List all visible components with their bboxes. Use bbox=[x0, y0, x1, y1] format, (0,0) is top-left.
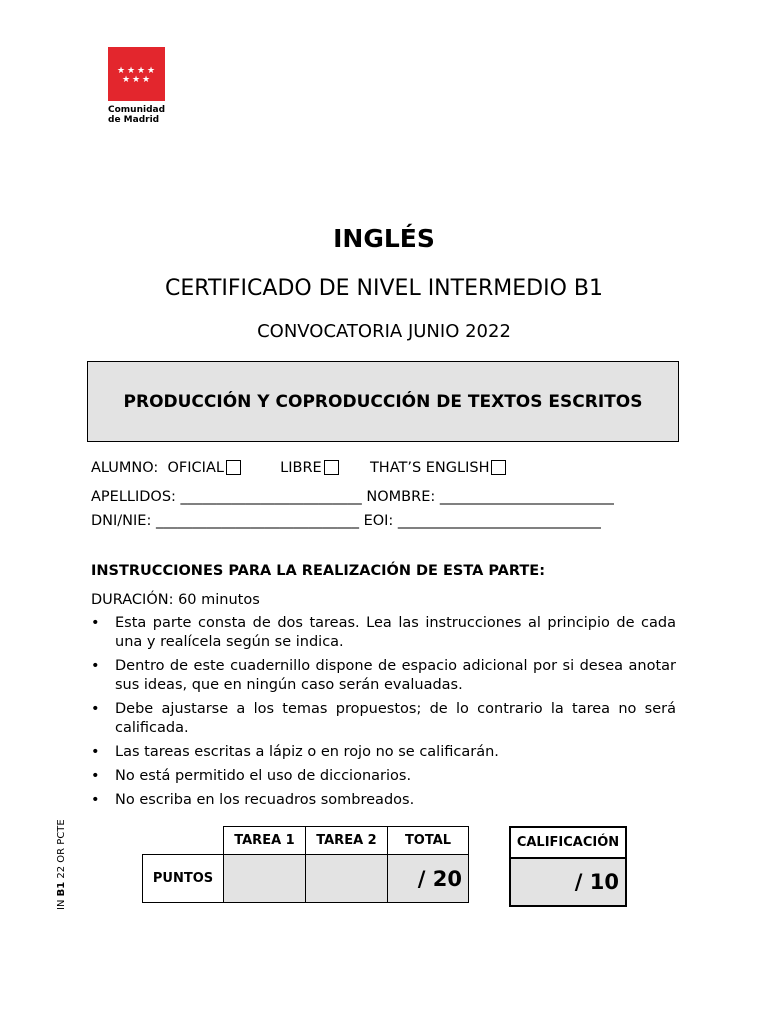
tarea1-score-cell bbox=[224, 855, 306, 903]
madrid-flag-icon bbox=[108, 47, 165, 101]
svg-text:★: ★ bbox=[146, 66, 156, 76]
calificacion-table bbox=[509, 826, 627, 907]
instruction-item: • No escriba en los recuadros sombreados. bbox=[91, 791, 676, 810]
certificate-title: CERTIFICADO DE NIVEL INTERMEDIO B1 bbox=[165, 276, 603, 301]
nombre-field[interactable]: NOMBRE: ________________________ bbox=[366, 489, 614, 505]
instruction-item: • No está permitido el uso de diccionarios. bbox=[91, 767, 676, 786]
alumno-label: ALUMNO: bbox=[91, 460, 159, 476]
dni-field[interactable]: DNI/NIE: ____________________________ bbox=[91, 513, 359, 529]
svg-text:★: ★ bbox=[141, 75, 151, 85]
oficial-label: OFICIAL bbox=[167, 460, 224, 476]
calificacion-header: CALIFICACIÓN bbox=[510, 827, 626, 858]
svg-text:★: ★ bbox=[126, 66, 136, 76]
section-title-box bbox=[87, 361, 679, 442]
libre-checkbox[interactable] bbox=[324, 460, 339, 475]
session-title: CONVOCATORIA JUNIO 2022 bbox=[257, 321, 511, 342]
empty-corner-cell bbox=[143, 827, 224, 855]
instructions-list bbox=[91, 614, 676, 815]
thats-english-label: THAT’S ENGLISH bbox=[369, 460, 490, 476]
apellidos-field[interactable]: APELLIDOS: _________________________ bbox=[91, 489, 362, 505]
tarea2-header: TAREA 2 bbox=[306, 827, 388, 855]
instructions-heading: INSTRUCCIONES PARA LA REALIZACIÓN DE ESTA PARTE: bbox=[91, 563, 546, 579]
svg-text:★: ★ bbox=[116, 66, 126, 76]
id-row bbox=[91, 513, 601, 529]
puntos-label: PUNTOS bbox=[143, 855, 224, 903]
thats-english-checkbox[interactable] bbox=[491, 460, 506, 475]
tarea1-header: TAREA 1 bbox=[224, 827, 306, 855]
instruction-item: • Dentro de este cuadernillo dispone de espacio adicional por si desea anotar sus ideas, que en ningún caso serán evaluadas. bbox=[91, 657, 676, 695]
instruction-item: • Debe ajustarse a los temas propuestos; de lo contrario la tarea no será calificada. bbox=[91, 700, 676, 738]
tarea2-score-cell bbox=[306, 855, 388, 903]
scores-table bbox=[142, 826, 469, 903]
section-title: PRODUCCIÓN Y COPRODUCCIÓN DE TEXTOS ESCRITOS bbox=[123, 391, 643, 412]
calificacion-score-cell: / 10 bbox=[510, 858, 626, 906]
instruction-item: • Esta parte consta de dos tareas. Lea las instrucciones al principio de cada una y realícela según se indica. bbox=[91, 614, 676, 652]
subject-title: INGLÉS bbox=[333, 224, 435, 253]
student-type-row bbox=[91, 460, 506, 476]
name-row bbox=[91, 489, 614, 505]
total-score-cell: / 20 bbox=[388, 855, 469, 903]
comunidad-de-madrid-logo bbox=[108, 47, 166, 125]
document-code: IN B1 22 OR PCTE bbox=[56, 819, 67, 910]
instruction-item: • Las tareas escritas a lápiz o en rojo no se calificarán. bbox=[91, 743, 676, 762]
libre-label: LIBRE bbox=[280, 460, 322, 476]
logo-text: Comunidad de Madrid bbox=[108, 105, 166, 125]
oficial-checkbox[interactable] bbox=[226, 460, 241, 475]
duration-text: DURACIÓN: 60 minutos bbox=[91, 592, 260, 608]
svg-text:★: ★ bbox=[121, 75, 131, 85]
svg-text:★: ★ bbox=[136, 66, 146, 76]
total-header: TOTAL bbox=[388, 827, 469, 855]
svg-text:★: ★ bbox=[131, 75, 141, 85]
eoi-field[interactable]: EOI: ____________________________ bbox=[363, 513, 601, 529]
